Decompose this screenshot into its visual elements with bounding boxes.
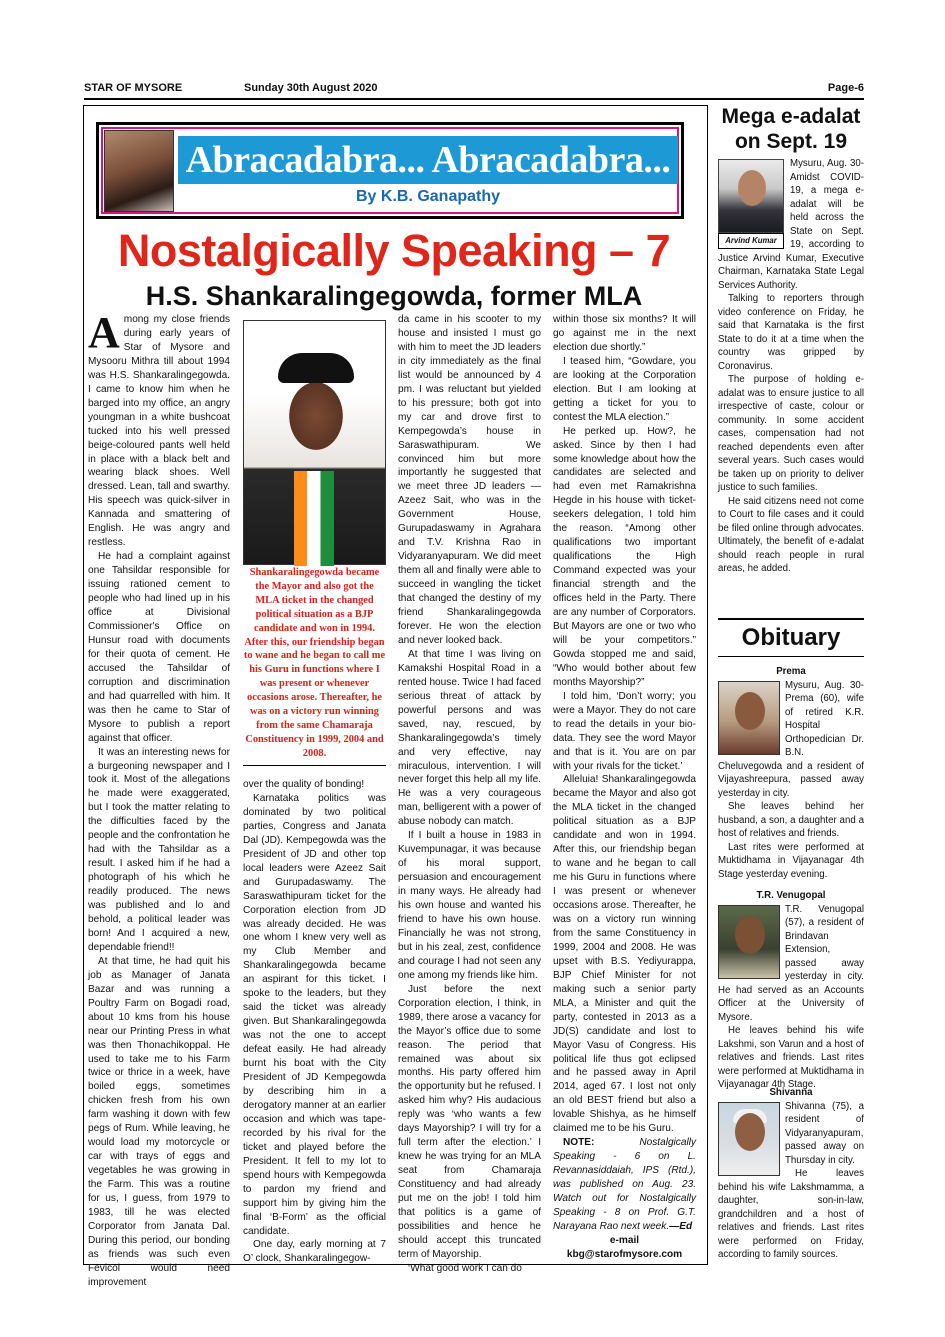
issue-date: Sunday 30th August 2020 [244, 82, 378, 94]
paragraph: He leaves behind his wife Lakshmi, son Varun and a host of relatives and friends. Last rites were performed at Muktidhama in Vijayanagar 4th Stage. [718, 1025, 864, 1090]
photo-scarf [294, 471, 334, 566]
article-subhead: H.S. Shankaralingegowda, former MLA [145, 281, 643, 311]
paragraph: Shivanna (75), a resident of Vidyaranyapuram, passed away on Thursday in city. [785, 1100, 864, 1166]
obituary-rule-bottom [718, 656, 864, 657]
article-column-2 [243, 778, 386, 1266]
article-column-4 [553, 313, 696, 1262]
paragraph: It was an interesting news for a burgeoning newspaper and I took it. Most of the allegations he made were exaggerated, but I took the matter relating to the difficulties faced by the people and the confrontation he had with the Tahsildar as a result. I asked him if he had a photograph of his which he readily produced. The news was published and lo and behold, a political leader was born! And I acquired a new, dependable friend!! [88, 746, 230, 953]
sidebar-body [718, 157, 864, 576]
paragraph: The purpose of holding e-adalat was to ensure justice to all irrespective of caste, colour or community. In some accident cases, compensation had not reached dependents even after several years. Such cases would be taken up on priority to deliver justice to such families. [718, 374, 864, 493]
paragraph: da came in his scooter to my house and insisted I must go with him to meet the JD leaders in city immediately as the final list would be announced by 4 pm. I was reluctant but yielded to his pressure; both got into my car and drove first to Kempegowda’s house in Saraswathipuram. We convinced him but more importantly he suggested that we meet three JD leaders — Azeez Sait, who was in the Government House, Gurupadaswamy in Agrahara and T.V. Krishna Rao in Vidyaranyapuram. We did meet them all and finally were able to succeed in wangling the ticket that changed the destiny of my friend Shankaralingegowda forever. He won the election and never looked back. [398, 314, 541, 646]
sidebar-headline: Mega e-adalat on Sept. 19 [721, 105, 861, 153]
sidebar-news [718, 104, 864, 576]
obituary-rule [718, 618, 864, 620]
paragraph: T.R. Venugopal (57), a resident of Brindavan Extension, passed away yesterday in city. He had served as an Accounts Officer at the University of Mysore. [718, 903, 864, 1023]
paragraph: He perked up. How?, he asked. Since by then I had some knowledge about how the candidates are selected and had even met Ramakrishna Hegde in his house with ticket-seekers delegation, I told him the reason. “Among other qualifications two important qualifications the High Command expected was your financial strength and the offices held in the Party. There are any number of Corporators. But Mayors are one or two who will be your competitors.” Gowda stopped me and said, “Who would bother about few months Mayorship?” [553, 425, 696, 688]
paragraph: One day, early morning at 7 O’ clock, Shankaralingegow- [243, 1239, 386, 1265]
paragraph: Talking to reporters through video conference on Friday, he said that Karnataka is the first State to do it at a time when the country was gripped by Coronavirus. [718, 293, 864, 372]
page-number: Page-6 [827, 82, 864, 94]
photo-face [738, 170, 766, 206]
email-label: e-mail [609, 1234, 640, 1246]
paragraph: Just before the next Corporation election, I think, in 1989, there arose a vacancy for the Mayor’s office due to some reason. The period that remained was about six months. His party offered him the opportunity but he refused. I asked him why? His audacious reply was ‘who wants a few days Mayorship? I will try for a full term after the election.’ I knew he was trying for an MLA seat from Chamaraja Constituency and had already put me on the job! I told him that politics is a game of possibilities and hence he should accept this truncated term of Mayorship. [398, 983, 541, 1260]
paragraph: He had a complaint against one Tahsildar responsible for issuing rationed cement to people who had lined up in his office at Divisional Commissioner's Office on Hunsur road with documents for their quota of cement. He accused the Tahsildar of corruption and discrimination and had quarrelled with him. It was then he came to Star of Mysore to publish a report against that officer. [88, 551, 230, 744]
photo-caption: Shankaralingegowda became the Mayor and also got the MLA ticket in the changed political situation as a BJP candidate and won in 1994. After this, our friendship began to wane and he began to call me his Guru in functions where I was present or whenever occasions arose. Thereafter, he was on a victory run winning from the same Chamaraja Constituency in 1999, 2004 and 2008. [243, 566, 386, 766]
obituary-item-prema [718, 665, 864, 881]
shivanna-photo [718, 1102, 780, 1176]
obituary-name: Shivanna [769, 1087, 813, 1098]
paragraph: She leaves behind her husband, a son, a daughter and a host of relatives and friends. [718, 801, 864, 839]
newspaper-name: STAR OF MYSORE [84, 82, 183, 94]
photo-face [735, 1113, 765, 1151]
article-headline: Nostalgically Speaking – 7 [117, 225, 671, 276]
note-text: Nostalgically Speaking - 6 on L. Revannasiddaiah, IPS (Rtd.), was published on Aug. 23. Watch out for Nostalgically Speaking - 8 on Prof. G.T. Narayana Rao next week. [553, 1137, 696, 1232]
paragraph: At that time, he had quit his job as Manager of Janata Bazar and was running a Poultry Farm on Bogadi road, about 10 kms from his house near our Printing Press in what was then Thonachikoppal. He used to take me to his Farm twice or thrice in a week, have boiled eggs, sometimes chicken fresh from his own farm washing it down with few pegs of Rum. While leaving, he would load my motorcycle or car with trays of eggs and vegetables he was growing in the Farm. This was a routine for us, I guess, from 1979 to 1983, till he was elected Corporator from Janata Dal. During this period, our bonding as friends was such even Fevicol would need improvement [88, 955, 230, 1288]
photo-face [735, 692, 765, 730]
editor-note [553, 1136, 696, 1234]
venugopal-photo [718, 905, 780, 979]
paragraph: Last rites were performed at Muktidhama in Vijayanagar 4th Stage yesterday evening. [718, 841, 864, 880]
paragraph: ‘What good work I can do [408, 1262, 522, 1274]
paragraph: Karnataka politics was dominated by two political parties, Congress and Janata Dal (JD). Kempegowda was the President of JD and other top local leaders were Azeez Sait and Gurupadaswamy. The Saraswathipuram ticket for the Corporation election from JD was already decided. He was one whom I knew very well as my Club Member and Shankaralingegowda became an aspirant for this ticket. I spoke to the leaders, but they said the ticket was already given. But Shankaralingegowda was not the one to accept defeat easily. He had already burnt his boat with the City President of JD Kempegowda by describing him in a derogatory manner at an earlier occasion and which was tape-recorded by his rival for the ticket and played before the President. It fell to my lot to spend hours with Kempegowda to pardon my friend and support him by giving him the final ‘B-Form’ as the official candidate. [243, 792, 386, 1237]
paragraph: Mysuru, Aug. 30- Prema (60), wife of retired K.R. Hospital Orthopedician Dr. B.N. Cheluvegowda and a resident of Vijayashreepura, passed away yesterday in city. [718, 679, 864, 799]
photo-hair [278, 353, 354, 383]
arvind-kumar-caption: Arvind Kumar [718, 233, 784, 249]
photo-face [735, 916, 765, 954]
obituary-item-venugopal [718, 889, 864, 1092]
paragraph: mong my close friends during early years of Star of Mysore and Mysooru Mithra till about 1994 was H.S. Shankaralingegowda. I came to know him when he barged into my office, an angry youngman in a white bushcoat tucked into his well pressed beige-coloured pants well held in place with a black belt and wearing black shoes. Well dressed. Lean, tall and swarthy. His speech was quick-silver in Kannada and smattering of English. He was angry and restless. [88, 314, 230, 549]
masthead-rule [84, 98, 864, 100]
obituary-name: Prema [776, 666, 806, 677]
columnist-photo [104, 130, 174, 212]
note-sign: —Ed [669, 1220, 693, 1232]
paragraph: He said citizens need not come to Court to file cases and it could be filed online through advocates. Ultimately, the benefit of e-adalat should reach people in rural areas, he added. [718, 495, 864, 574]
article-column-3 [398, 313, 541, 1276]
author-email-link[interactable]: kbg@starofmysore.com [566, 1248, 683, 1260]
obituary-item-shivanna [718, 1086, 864, 1262]
paragraph: Mysuru, Aug. 30- Amidst COVID-19, a mega e-adalat will be held across the State on Sept. 19, according to Justice Arvind Kumar, Executive Chairman, Karnataka State Legal Services Authority. [718, 158, 864, 291]
arvind-kumar-photo [718, 159, 784, 233]
paragraph: within those six months? It will go against me in the next election due shortly.” [553, 314, 696, 353]
obituary-heading: Obituary [741, 624, 841, 651]
article-column-1 [88, 308, 230, 1290]
paragraph: He leaves behind his wife Lakshmamma, a daughter, son-in-law, grandchildren and a host of relatives and friends. Last rites were performed on Friday, according to family sources. [718, 1168, 864, 1260]
drop-cap: A [88, 308, 120, 357]
portrait-photo [243, 320, 386, 565]
prema-photo [718, 681, 780, 755]
note-label: NOTE: [563, 1137, 595, 1149]
paragraph: I told him, ‘Don’t worry; you were a Mayor. They do not care to read the details in your bio-data. They see the word Mayor and that is it. You are on par with your rivals for the ticket.’ [553, 690, 696, 772]
obituary-name: T.R. Venugopal [756, 890, 826, 901]
column-byline: By K.B. Ganapathy [355, 188, 501, 205]
masthead [84, 82, 864, 98]
paragraph: over the quality of bonding! [243, 779, 365, 790]
paragraph: Alleluia! Shankaralingegowda became the Mayor and also got the MLA ticket in the changed political situation as a BJP candidate and won in 1994. After this, our friendship began to wane and he began to call me his Guru in functions where I was present or whenever occasions arose. Thereafter, he was on a victory run winning from the same Constituency in 1999, 2004 and 2008. He was upset with B.S. Yediyurappa, BJP Chief Minister for not making such a senior party MLA, a Minister and quit the party, contested in 2013 as a JD(S) candidate and lost to Mayor Vasu of Congress. His political life thus got eclipsed and he passed away in April 2014, aged 67. I lost not only an old BEST friend but also a lovable Shishya, as he himself claimed me to be his Guru. [553, 774, 696, 1135]
column-title: Abracadabra... Abracadabra... [178, 136, 678, 184]
paragraph: At that time I was living on Kamakshi Hospital Road in a rented house. Twice I had faced serious threat of attack by powerful persons and was saved, nay, rescued, by Shankaralingegowda’s timely and very effective, nay miraculous, intervention. I will never forget this help all my life. He was a very courageous man, belligerent with a power of abuse nobody can match. [398, 648, 541, 828]
paragraph: If I built a house in 1983 in Kuvempunagar, it was because of his moral support, persuasion and encouragement in many ways. He already had his own house and wanted his friend to have his own house. Financially he was not strong, but in his zeal, zest, confidence and courage I had not seen any one among my friends like him. [398, 830, 541, 981]
paragraph: I teased him, “Gowdare, you are looking at the Corporation election. But I am looking at getting a ticket for you to contest the MLA election.” [553, 355, 696, 423]
